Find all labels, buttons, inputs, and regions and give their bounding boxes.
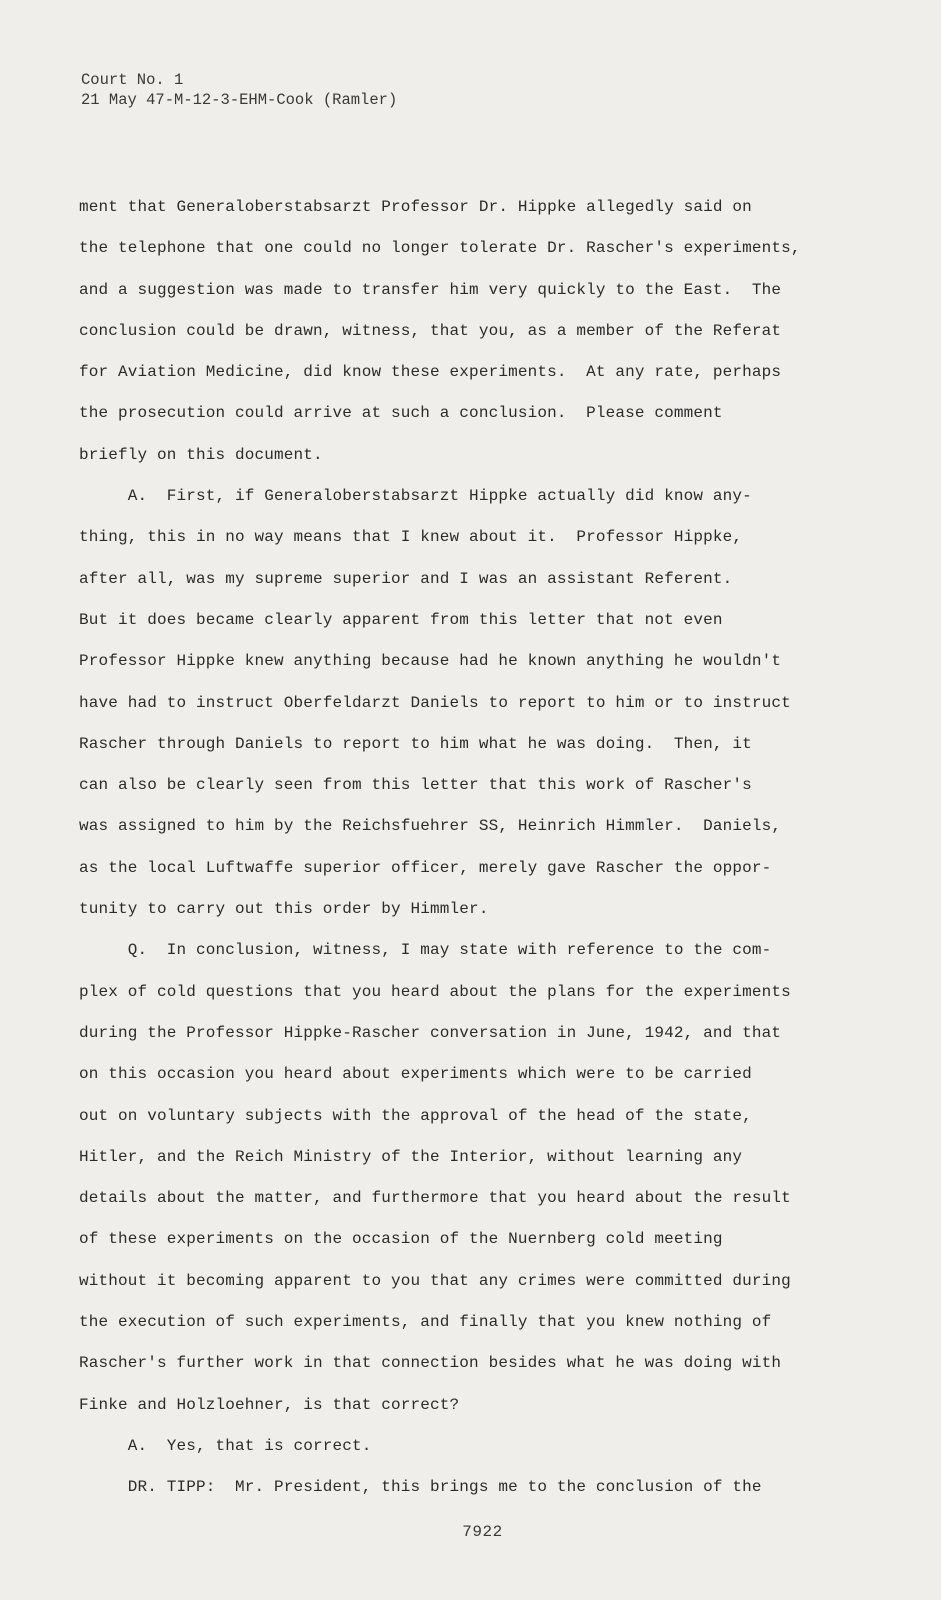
transcript-line: was assigned to him by the Reichsfuehrer SS, Heinrich Himmler. Daniels, — [79, 817, 782, 836]
transcript-line: the telephone that one could no longer tolerate Dr. Rascher's experiments, — [79, 239, 801, 258]
court-number: Court No. 1 — [81, 71, 184, 89]
transcript-line: A. First, if Generaloberstabsarzt Hippke actually did know any- — [79, 487, 752, 506]
transcript-line: tunity to carry out this order by Himmler. — [79, 900, 489, 919]
transcript-line: details about the matter, and furthermore that you heard about the result — [79, 1189, 791, 1208]
session-reference: 21 May 47-M-12-3-EHM-Cook (Ramler) — [81, 91, 398, 109]
transcript-line: ment that Generaloberstabsarzt Professor Dr. Hippke allegedly said on — [79, 198, 752, 216]
transcript-line: can also be clearly seen from this letter that this work of Rascher's — [79, 776, 752, 795]
transcript-body — [79, 193, 927, 1515]
transcript-line: out on voluntary subjects with the approval of the head of the state, — [79, 1106, 752, 1125]
transcript-line: as the local Luftwaffe superior officer, merely gave Rascher the oppor- — [79, 858, 772, 877]
transcript-line: A. Yes, that is correct. — [79, 1436, 372, 1455]
transcript-line: for Aviation Medicine, did know these experiments. At any rate, perhaps — [79, 363, 782, 382]
transcript-line: without it becoming apparent to you that any crimes were committed during — [79, 1271, 791, 1290]
transcript-line: Hitler, and the Reich Ministry of the Interior, without learning any — [79, 1147, 743, 1166]
transcript-line: Rascher through Daniels to report to him what he was doing. Then, it — [79, 734, 752, 753]
transcript-line: the prosecution could arrive at such a conclusion. Please comment — [79, 404, 723, 423]
transcript-line: But it does became clearly apparent from this letter that not even — [79, 610, 723, 629]
transcript-line: conclusion could be drawn, witness, that you, as a member of the Referat — [79, 321, 782, 340]
transcript-line: thing, this in no way means that I knew about it. Professor Hippke, — [79, 528, 743, 547]
transcript-line: during the Professor Hippke-Rascher conversation in June, 1942, and that — [79, 1023, 782, 1042]
page-number: 7922 — [462, 1523, 503, 1541]
transcript-line: Professor Hippke knew anything because had he known anything he wouldn't — [79, 652, 782, 671]
transcript-line: and a suggestion was made to transfer him very quickly to the East. The — [79, 280, 782, 299]
transcript-line: the execution of such experiments, and finally that you knew nothing of — [79, 1313, 772, 1332]
transcript-line: DR. TIPP: Mr. President, this brings me to the conclusion of the — [79, 1478, 762, 1497]
transcript-line: plex of cold questions that you heard about the plans for the experiments — [79, 982, 791, 1001]
transcript-line: Rascher's further work in that connection besides what he was doing with — [79, 1354, 782, 1373]
transcript-line: briefly on this document. — [79, 445, 323, 464]
transcript-line: after all, was my supreme superior and I was an assistant Referent. — [79, 569, 733, 588]
transcript-line: Finke and Holzloehner, is that correct? — [79, 1395, 460, 1414]
transcript-line: Q. In conclusion, witness, I may state with reference to the com- — [79, 941, 772, 960]
transcript-line: of these experiments on the occasion of the Nuernberg cold meeting — [79, 1230, 723, 1249]
transcript-line: on this occasion you heard about experiments which were to be carried — [79, 1065, 752, 1084]
page-header — [81, 70, 397, 110]
transcript-line: have had to instruct Oberfeldarzt Daniels to report to him or to instruct — [79, 693, 791, 712]
